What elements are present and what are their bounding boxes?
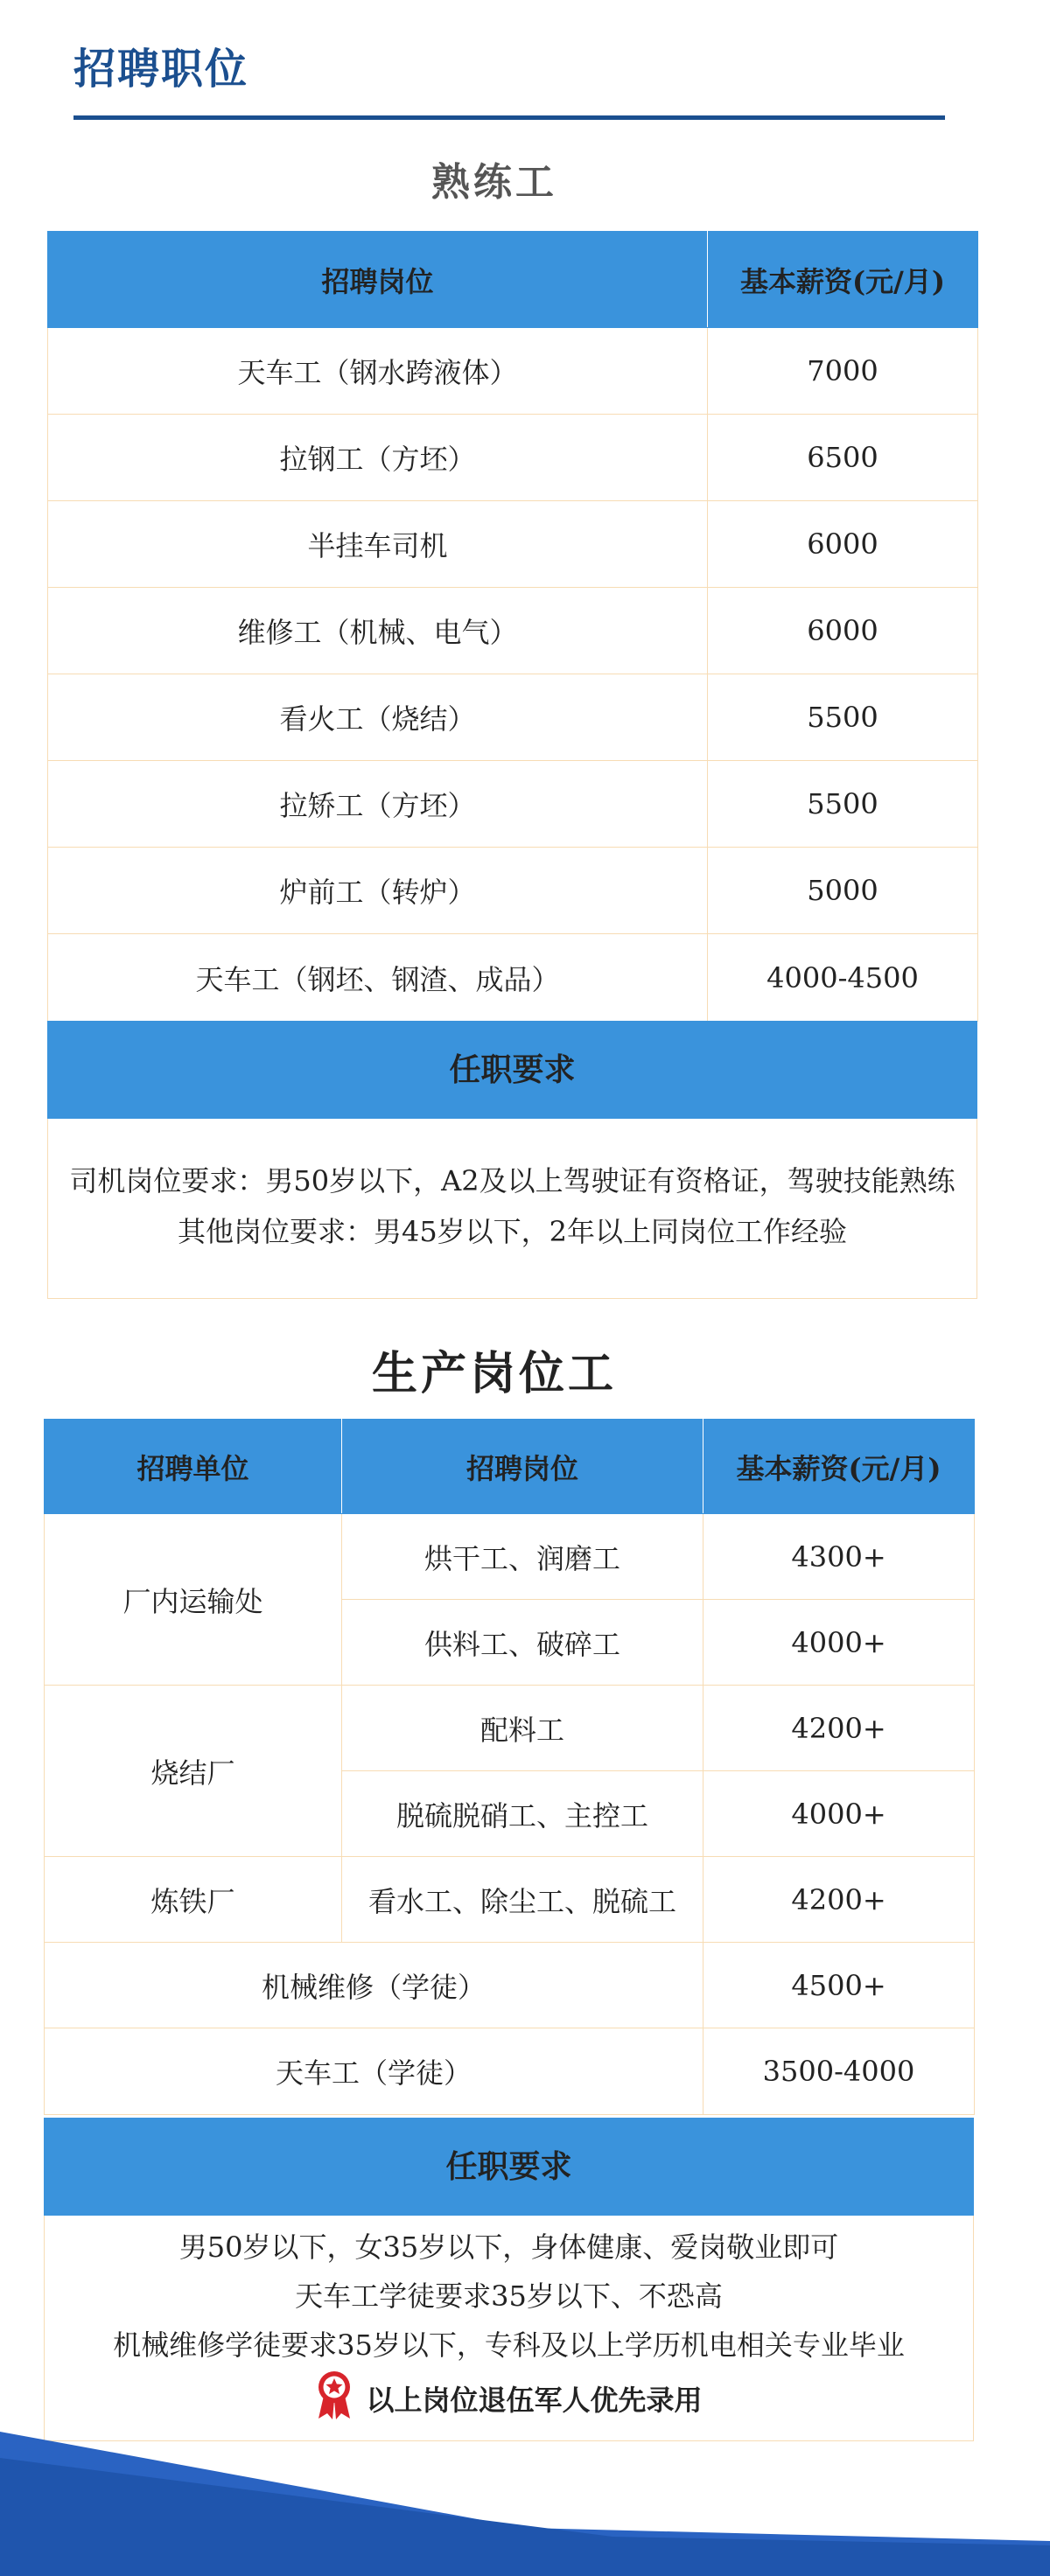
unit-cell: 厂内运输处	[45, 1514, 342, 1686]
unit-cell: 烧结厂	[45, 1686, 342, 1857]
table-row	[45, 1943, 975, 2028]
title-underline	[74, 115, 945, 120]
salary-cell: 4000-4500	[708, 934, 978, 1022]
salary-cell: 4200+	[704, 1686, 975, 1771]
requirement-line: 其他岗位要求：男45岁以下，2年以上同岗位工作经验	[177, 1215, 848, 1248]
salary-cell: 4200+	[704, 1857, 975, 1943]
table-row	[45, 1514, 975, 1600]
column-header-salary: 基本薪资(元/月)	[708, 232, 978, 328]
table-row	[48, 761, 978, 848]
position-cell: 天车工（钢坯、钢渣、成品）	[48, 934, 708, 1022]
column-header-unit: 招聘单位	[45, 1420, 342, 1514]
position-cell: 拉钢工（方坯）	[48, 415, 708, 501]
position-cell: 炉前工（转炉）	[48, 848, 708, 934]
position-cell: 拉矫工（方坯）	[48, 761, 708, 848]
salary-cell: 4000+	[704, 1771, 975, 1857]
table-row	[48, 848, 978, 934]
position-cell: 维修工（机械、电气）	[48, 588, 708, 674]
salary-cell: 6000	[708, 588, 978, 674]
veteran-note-line	[45, 2370, 973, 2435]
production-jobs-table	[44, 1419, 975, 2115]
salary-cell: 3500-4000	[704, 2028, 975, 2115]
table-row	[45, 1686, 975, 1771]
footer-decoration	[0, 2432, 1050, 2576]
table-row	[48, 415, 978, 501]
requirement-line: 天车工学徒要求35岁以下、不恐高	[295, 2279, 723, 2313]
salary-cell: 4300+	[704, 1514, 975, 1600]
position-cell: 配料工	[342, 1686, 704, 1771]
position-cell: 供料工、破碎工	[342, 1600, 704, 1686]
table-row	[45, 2028, 975, 2115]
column-header-salary: 基本薪资(元/月)	[704, 1420, 975, 1514]
salary-cell: 6000	[708, 501, 978, 588]
table-row	[48, 501, 978, 588]
section-title-skilled: 熟练工	[431, 160, 557, 205]
veteran-note: 以上岗位退伍军人优先录用	[366, 2384, 703, 2417]
position-cell: 半挂车司机	[48, 501, 708, 588]
salary-cell: 5000	[708, 848, 978, 934]
table-row	[45, 1857, 975, 1943]
requirements-heading-skilled: 任职要求	[47, 1021, 977, 1119]
salary-cell: 5500	[708, 761, 978, 848]
column-header-position: 招聘岗位	[48, 232, 708, 328]
requirement-line: 机械维修学徒要求35岁以下，专科及以上学历机电相关专业毕业	[113, 2328, 905, 2362]
requirements-heading-production: 任职要求	[44, 2118, 974, 2216]
position-cell: 看火工（烧结）	[48, 674, 708, 761]
table-row	[48, 328, 978, 415]
requirement-line: 男50岁以下，女35岁以下，身体健康、爱岗敬业即可	[178, 2230, 839, 2264]
skilled-jobs-table	[47, 231, 978, 1022]
position-cell: 天车工（学徒）	[45, 2028, 704, 2115]
unit-cell: 炼铁厂	[45, 1857, 342, 1943]
position-cell: 脱硫脱硝工、主控工	[342, 1771, 704, 1857]
page-title: 招聘职位	[74, 45, 249, 94]
salary-cell: 4000+	[704, 1600, 975, 1686]
salary-cell: 5500	[708, 674, 978, 761]
column-header-position: 招聘岗位	[342, 1420, 704, 1514]
salary-cell: 6500	[708, 415, 978, 501]
table-header-row	[45, 1420, 975, 1514]
position-cell: 天车工（钢水跨液体）	[48, 328, 708, 415]
salary-cell: 4500+	[704, 1943, 975, 2028]
medal-star-icon	[315, 2370, 354, 2435]
table-row	[48, 934, 978, 1022]
position-cell: 烘干工、润磨工	[342, 1514, 704, 1600]
section-title-production: 生产岗位工	[371, 1347, 617, 1400]
requirements-box-production	[44, 2216, 974, 2441]
requirement-line: 司机岗位要求：男50岁以下，A2及以上驾驶证有资格证，驾驶技能熟练	[69, 1164, 956, 1197]
table-header-row	[48, 232, 978, 328]
position-cell: 机械维修（学徒）	[45, 1943, 704, 2028]
salary-cell: 7000	[708, 328, 978, 415]
table-row	[48, 674, 978, 761]
position-cell: 看水工、除尘工、脱硫工	[342, 1857, 704, 1943]
requirements-box-skilled	[47, 1119, 977, 1299]
table-row	[48, 588, 978, 674]
